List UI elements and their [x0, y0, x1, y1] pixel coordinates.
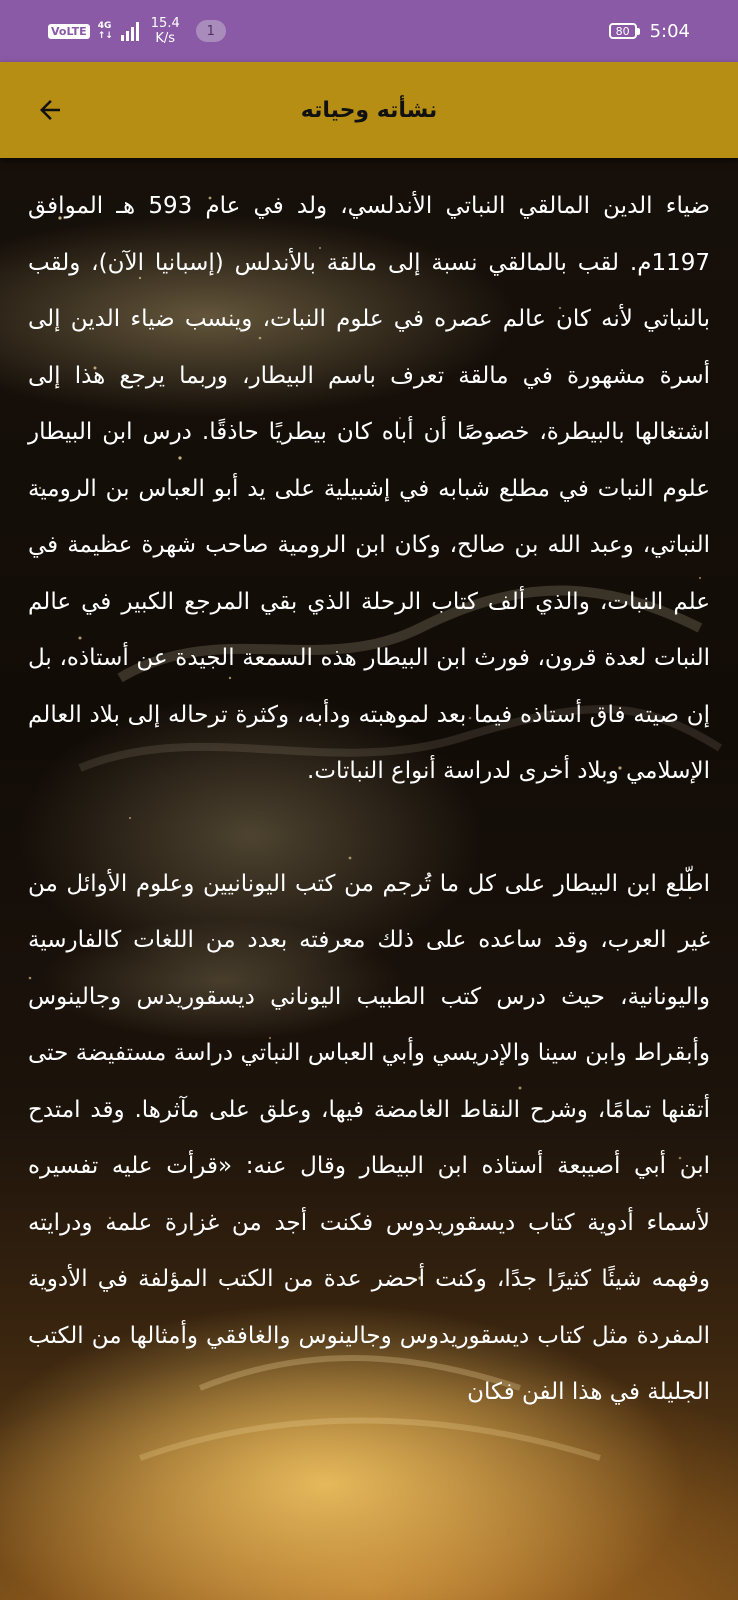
- article-paragraph-1: ضياء الدين المالقي النباتي الأندلسي، ولد في عام 593 هـ الموافق 1197م. لقب بالمالقي نسبة إلى مالقة بالأندلس (إسبانيا الآن)، ولقب بالنباتي لأنه كان عالم عصره في علوم النبات، وينسب ضياء الدين إلى أسرة مشهورة في مالقة تعرف باسم البيطار، وربما يرجع هذا إلى اشتغالها بالبيطرة، خصوصًا أن أباه كان بيطريًا حاذقًا. درس ابن البيطار علوم النبات في مطلع شبابه في إشبيلية على يد أبو العباس بن الرومية النباتي، وعبد الله بن صالح، وكان ابن الرومية صاحب شهرة عظيمة في علم النبات، والذي ألف كتاب الرحلة الذي بقي المرجع الكبير في عالم النبات لعدة قرون، فورث ابن البيطار هذه السمعة الجيدة عن أستاذه، بل إن صيته فاق أستاذه فيما بعد لموهبته ودأبه، وكثرة ترحاله إلى بلاد العالم الإسلامي وبلاد أخرى لدراسة أنواع النباتات.: [28, 193, 710, 784]
- volte-badge: VoLTE: [48, 24, 90, 39]
- battery-icon: [609, 23, 640, 39]
- status-left-group: [48, 14, 226, 48]
- network-type: 4G: [97, 21, 112, 31]
- network-indicator: [98, 21, 113, 41]
- notification-count-badge: 1: [196, 20, 226, 42]
- status-time: 5:04: [649, 20, 690, 42]
- app-bar: [0, 62, 738, 158]
- network-speed-unit: K/s: [155, 31, 176, 46]
- status-bar: [0, 0, 738, 62]
- network-speed-value: 15.4: [150, 16, 180, 31]
- battery-level: 80: [609, 23, 637, 39]
- network-speed: [151, 16, 180, 46]
- status-right-group: [609, 14, 690, 48]
- article-body: [28, 178, 710, 1477]
- signal-strength-icon: [121, 21, 139, 41]
- data-arrows-icon: ↑↓: [97, 31, 113, 41]
- back-button[interactable]: [28, 88, 72, 132]
- arrow-left-icon: [35, 95, 65, 125]
- article-paragraph-2: اطّلع ابن البيطار على كل ما تُرجم من كتب اليونانيين وعلوم الأوائل من غير العرب، وقد ساعده على ذلك معرفته بعدد من اللغات كالفارسية واليونانية، حيث درس كتب الطبيب اليوناني ديسقوريدس وجالينوس وأبقراط وابن سينا والإدريسي وأبي العباس النباتي دراسة مستفيضة حتى أتقنها تمامًا، وشرح النقاط الغامضة فيها، وعلق على مآثرها. وقد امتدح ابن أبي أصيبعة أستاذه ابن البيطار وقال عنه: «قرأت عليه تفسيره لأسماء أدوية كتاب ديسقوريدوس فكنت أجد من غزارة علمه ودرايته وفهمه شيئًا كثيرًا جدًا، وكنت أحضر عدة من الكتب المؤلفة في الأدوية المفردة مثل كتاب ديسقوريدوس وجالينوس والغافقي وأمثالها من الكتب الجليلة في هذا الفن فكان: [28, 870, 710, 1405]
- page-title: نشأته وحياته: [300, 97, 438, 123]
- article-scroll-area[interactable]: [0, 158, 738, 1600]
